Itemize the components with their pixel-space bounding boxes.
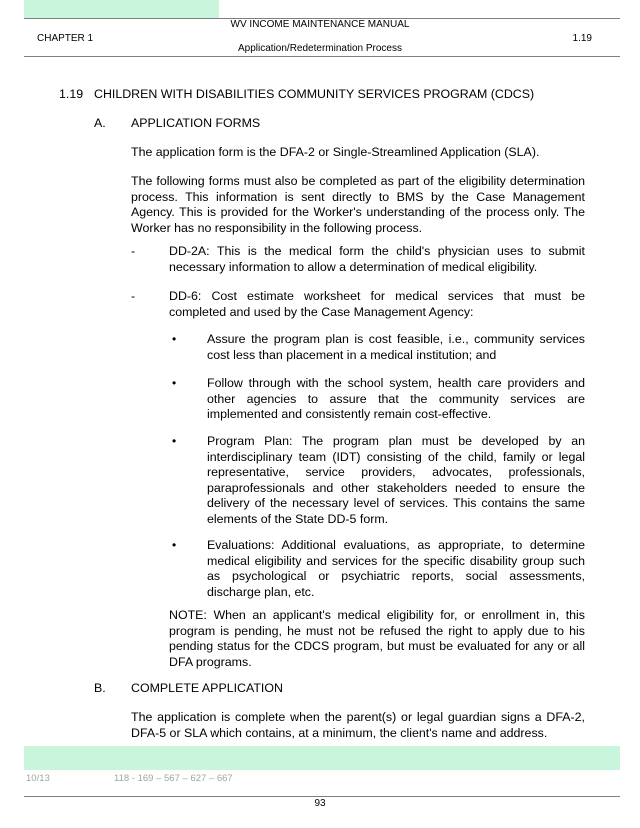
section-number: 1.19 <box>59 87 84 101</box>
subsection-a-para2: The following forms must also be completed as part of the eligibility determination process. This information is sent directly to BMS by the Case Management Agency. This is provided for the Worker's understanding of the process only. The Worker has no responsibility in the following process. <box>131 174 585 235</box>
footer-date: 10/13 <box>26 773 50 784</box>
dash-item-dd6: DD-6: Cost estimate worksheet for medical services that must be completed and used by the Case Management Agency: <box>169 289 585 319</box>
section-title: CHILDREN WITH DISABILITIES COMMUNITY SERVICES PROGRAM (CDCS) <box>94 87 535 101</box>
footer-highlight-band <box>24 746 620 770</box>
bullet-item-program-plan: Program Plan: The program plan must be developed by an interdisciplinary team (IDT) consisting of the child, family or legal representative, service providers, advocates, professionals, paraprofessionals and other stakeholders needed to ensure the delivery of the necessary level of services. This contains the same elements of the State DD-5 form. <box>207 434 585 526</box>
dash-marker: - <box>131 244 136 258</box>
footer-revisions: 118 - 169 – 567 – 627 – 667 <box>114 773 233 784</box>
bullet-icon: • <box>172 376 177 390</box>
dash-item-dd2a: DD-2A: This is the medical form the child's physician uses to submit necessary information to allow a determination of medical eligibility. <box>169 244 585 274</box>
subsection-b-letter: B. <box>94 681 106 695</box>
bullet-item-evaluations: Evaluations: Additional evaluations, as appropriate, to determine medical eligibility and services for the specific disability group such as psychological or psychiatric reports, social assessments, discharge plan, etc. <box>207 538 585 599</box>
subsection-a-letter: A. <box>94 116 106 130</box>
footer-rule <box>24 796 620 797</box>
bullet-icon: • <box>172 332 177 346</box>
subsection-a-para1: The application form is the DFA-2 or Single-Streamlined Application (SLA). <box>131 145 540 159</box>
subsection-b-para1: The application is complete when the parent(s) or legal guardian signs a DFA-2, DFA-5 or SLA which contains, at a minimum, the client's name and address. <box>131 710 585 740</box>
bullet-icon: • <box>172 538 177 552</box>
dash-marker: - <box>131 289 136 303</box>
bullet-icon: • <box>172 434 177 448</box>
manual-title: WV INCOME MAINTENANCE MANUAL <box>230 19 410 30</box>
header-subtitle: Application/Redetermination Process <box>238 43 402 54</box>
bullet-item-follow-through: Follow through with the school system, health care providers and other agencies to assure that the community services are implemented and consistently remain cost-effective. <box>207 376 585 422</box>
header-bottom-rule <box>24 56 620 57</box>
note-paragraph: NOTE: When an applicant's medical eligibility for, or enrollment in, this program is pending, he must not be refused the right to apply due to his pending status for the CDCS program, but must be evaluated for any or all DFA programs. <box>169 608 585 669</box>
subsection-a-title: APPLICATION FORMS <box>131 116 261 130</box>
bullet-item-cost-feasible: Assure the program plan is cost feasible, i.e., community services cost less than placement in a medical institution; and <box>207 332 585 362</box>
header-highlight-band <box>24 0 219 18</box>
subsection-b-title: COMPLETE APPLICATION <box>131 681 283 695</box>
page-number: 93 <box>314 798 326 809</box>
chapter-label: CHAPTER 1 <box>37 33 94 44</box>
header-section-number: 1.19 <box>572 33 592 44</box>
